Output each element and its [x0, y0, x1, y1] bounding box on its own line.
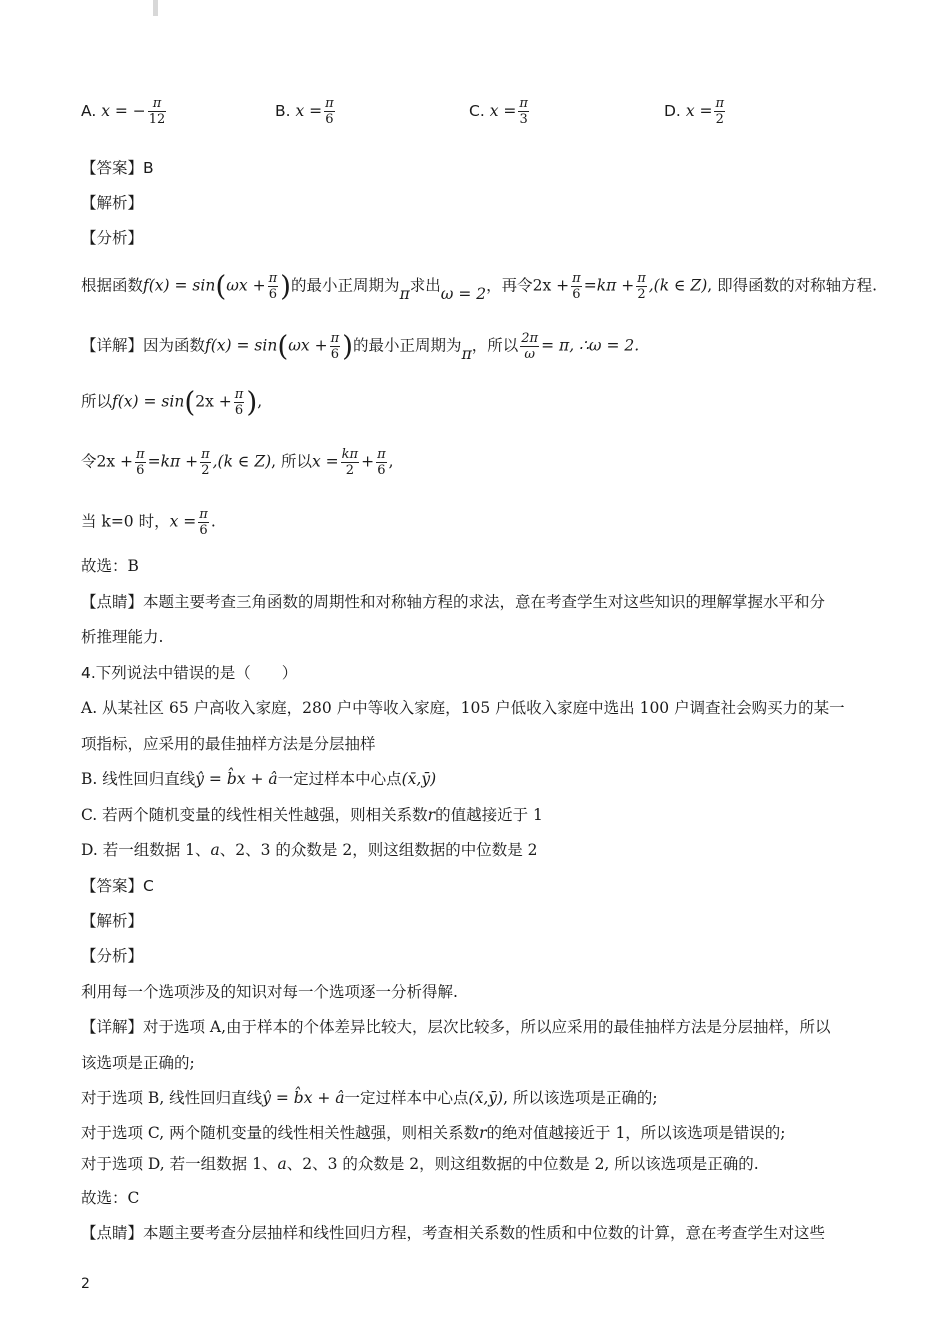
fraction-den: 6	[325, 112, 334, 127]
fraction	[324, 96, 335, 127]
math: 2x +	[195, 392, 232, 411]
text: .	[210, 512, 216, 531]
fraction	[200, 447, 211, 478]
fraction-den: 6	[330, 347, 339, 362]
q4-stem	[81, 662, 297, 684]
math: 2x +	[96, 452, 134, 471]
math: a	[277, 1155, 287, 1173]
fraction	[234, 387, 245, 418]
fraction-den: 6	[377, 463, 386, 478]
fraction-den: 2	[345, 463, 354, 478]
fraction	[636, 271, 647, 302]
text: 、2、3 的众数是 2，则这组数据的中位数是 2	[219, 841, 538, 859]
text: 对于选项 C, 两个随机变量的线性相关性越强，则相关系数	[81, 1124, 480, 1142]
analysis-line	[81, 271, 877, 302]
detail-line	[81, 331, 639, 362]
math: ŷ = b̂x + â	[262, 1089, 345, 1107]
q4-option-c	[81, 804, 543, 826]
math: (x̄,ȳ)	[468, 1089, 504, 1107]
fraction-num: π	[234, 387, 244, 402]
q4-dianjing: 【点睛】本题主要考查分层抽样和线性回归方程，考查相关系数的性质和中位数的计算，意在考查学生对这些	[81, 1224, 826, 1242]
fraction	[571, 271, 582, 302]
math: f(x) = sin	[205, 336, 278, 355]
fraction-num: π	[637, 271, 646, 286]
math: a	[210, 841, 220, 859]
text: B. 线性回归直线	[81, 770, 196, 788]
q4-option-d	[81, 839, 538, 861]
fraction-num: π	[519, 96, 528, 111]
option-b	[275, 96, 337, 127]
math: r	[479, 1124, 487, 1142]
fraction-den: 2	[201, 463, 210, 478]
text: ,	[257, 392, 263, 411]
fraction-num: π	[148, 96, 167, 112]
fraction-num: π	[136, 447, 145, 462]
fraction-num: π	[330, 331, 340, 346]
scan-mark	[153, 0, 158, 16]
fraction	[341, 447, 359, 478]
math: ωx +	[288, 336, 328, 355]
math: = π, ∴ω = 2.	[541, 336, 640, 355]
text: 对于选项 B, 线性回归直线	[81, 1089, 263, 1107]
text: , 即得函数的对称轴方程.	[707, 276, 878, 295]
fraction	[376, 447, 387, 478]
fraction-den: 12	[148, 112, 166, 127]
text: , 所以该选项是正确的;	[503, 1089, 658, 1107]
fraction-den: 2	[715, 112, 724, 127]
q4-fenxi: 【分析】	[81, 947, 144, 965]
option-lhs: x =	[295, 102, 323, 120]
text: 一定过样本中心点	[344, 1089, 469, 1107]
option-label: B.	[275, 102, 291, 120]
ling-line	[81, 447, 394, 478]
math: f(x) = sin	[143, 276, 216, 295]
option-d	[664, 96, 727, 127]
math: π	[399, 284, 410, 303]
fraction-den: 6	[268, 287, 277, 302]
q4-detail-1: 【详解】对于选项 A,由于样本的个体差异比较大，层次比较多，所以应采用的最佳抽样方法是分层抽样，所以	[81, 1018, 831, 1036]
q4-detail-b	[81, 1087, 658, 1109]
math: ,(k ∈ Z)	[212, 452, 272, 471]
math: =kπ +	[583, 276, 635, 295]
text: 、2、3 的众数是 2，则这组数据的中位数是 2, 所以该选项是正确的.	[286, 1155, 759, 1173]
page-number: 2	[81, 1276, 90, 1292]
text: 当 k=0 时，	[81, 512, 170, 531]
fraction-den: ω	[524, 347, 535, 362]
option-lhs: x = −	[101, 102, 146, 120]
fraction	[520, 331, 539, 362]
text: D. 若一组数据 1、	[81, 841, 211, 859]
fraction-den: 6	[234, 403, 244, 418]
answer-label: 【答案】B	[81, 159, 154, 177]
option-label: C.	[469, 102, 485, 120]
text: , 所以	[271, 452, 312, 471]
text: 的最小正周期为	[353, 336, 462, 355]
fraction-den: 6	[199, 523, 208, 538]
q4-answer: 【答案】C	[81, 877, 154, 895]
q4-detail-d	[81, 1153, 759, 1175]
fraction-num: kπ	[341, 447, 359, 462]
text: 一定过样本中心点	[277, 770, 402, 788]
fraction	[518, 96, 529, 127]
text: ，再令	[486, 276, 533, 295]
option-label: A.	[81, 102, 97, 120]
q4-option-b	[81, 768, 436, 790]
option-label: D.	[664, 102, 681, 120]
text: 【详解】因为函数	[81, 336, 206, 355]
math: f(x) = sin	[112, 392, 185, 411]
text: ,	[388, 452, 394, 471]
math: +	[361, 452, 375, 471]
fraction	[714, 96, 725, 127]
text: 的值越接近于 1	[435, 806, 543, 824]
fraction	[148, 96, 167, 127]
fraction	[268, 271, 279, 302]
k-line	[81, 507, 216, 538]
paren-close: )	[342, 329, 354, 363]
text: 对于选项 D, 若一组数据 1、	[81, 1155, 278, 1173]
q4-jiexi: 【解析】	[81, 912, 144, 930]
q4-detail-2: 该选项是正确的;	[81, 1054, 195, 1072]
paren-close: )	[280, 269, 292, 303]
jiexi-label: 【解析】	[81, 194, 144, 212]
fraction	[198, 507, 209, 538]
choose-line: 故选：B	[81, 557, 139, 575]
q4-detail-c	[81, 1122, 786, 1144]
fraction-den: 6	[572, 287, 581, 302]
q4-option-a-line-1: A. 从某社区 65 户高收入家庭，280 户中等收入家庭，105 户低收入家庭中选出 100 户调查社会购买力的某一	[81, 699, 845, 717]
math: r	[427, 806, 436, 824]
fraction-den: 6	[136, 463, 145, 478]
math: =kπ +	[147, 452, 199, 471]
text: 4.下列说法中错误的是（ ）	[81, 664, 298, 682]
text: 根据函数	[81, 276, 144, 295]
fraction-den: 2	[637, 287, 646, 302]
so-line	[81, 387, 262, 418]
text: 求出	[409, 276, 441, 295]
math: 2x +	[532, 276, 570, 295]
option-lhs: x =	[489, 102, 517, 120]
math: x =	[169, 512, 197, 531]
fraction-num: π	[715, 96, 725, 111]
fraction	[135, 447, 146, 478]
fenxi-label: 【分析】	[81, 229, 144, 247]
text: 的最小正周期为	[291, 276, 400, 295]
text: C. 若两个随机变量的线性相关性越强，则相关系数	[81, 806, 428, 824]
math: x =	[312, 452, 339, 471]
math: ωx +	[226, 276, 266, 295]
text: 令	[81, 452, 97, 471]
fraction-num: π	[572, 271, 581, 286]
math: ω = 2	[440, 284, 487, 303]
math: ,(k ∈ Z)	[648, 276, 708, 295]
fraction-num: π	[268, 271, 278, 286]
math: ŷ = b̂x + â	[195, 770, 278, 788]
text: ，所以	[471, 336, 519, 355]
fraction-num: 2π	[521, 331, 539, 346]
option-a	[81, 96, 168, 127]
paren-open: (	[277, 329, 289, 363]
q4-analysis: 利用每一个选项涉及的知识对每一个选项逐一分析得解.	[81, 983, 458, 1001]
dianjing-line-1: 【点睛】本题主要考查三角函数的周期性和对称轴方程的求法，意在考查学生对这些知识的理解掌握水平和分	[81, 593, 826, 611]
fraction-num: π	[201, 447, 210, 462]
q4-choose: 故选：C	[81, 1189, 140, 1207]
paren-close: )	[246, 385, 258, 419]
math: π	[461, 344, 472, 363]
fraction-num: π	[325, 96, 334, 111]
fraction	[330, 331, 341, 362]
paren-open: (	[184, 385, 196, 419]
text: 的绝对值越接近于 1，所以该选项是错误的;	[486, 1124, 786, 1142]
option-c	[469, 96, 531, 127]
q4-option-a-line-2: 项指标，应采用的最佳抽样方法是分层抽样	[81, 735, 376, 753]
math: (x̄,ȳ)	[401, 770, 437, 788]
fraction-num: π	[377, 447, 386, 462]
text: 所以	[81, 392, 113, 411]
fraction-den: 3	[519, 112, 528, 127]
fraction-num: π	[199, 507, 208, 522]
dianjing-line-2: 析推理能力.	[81, 628, 164, 646]
paren-open: (	[215, 269, 227, 303]
option-lhs: x =	[685, 102, 713, 120]
